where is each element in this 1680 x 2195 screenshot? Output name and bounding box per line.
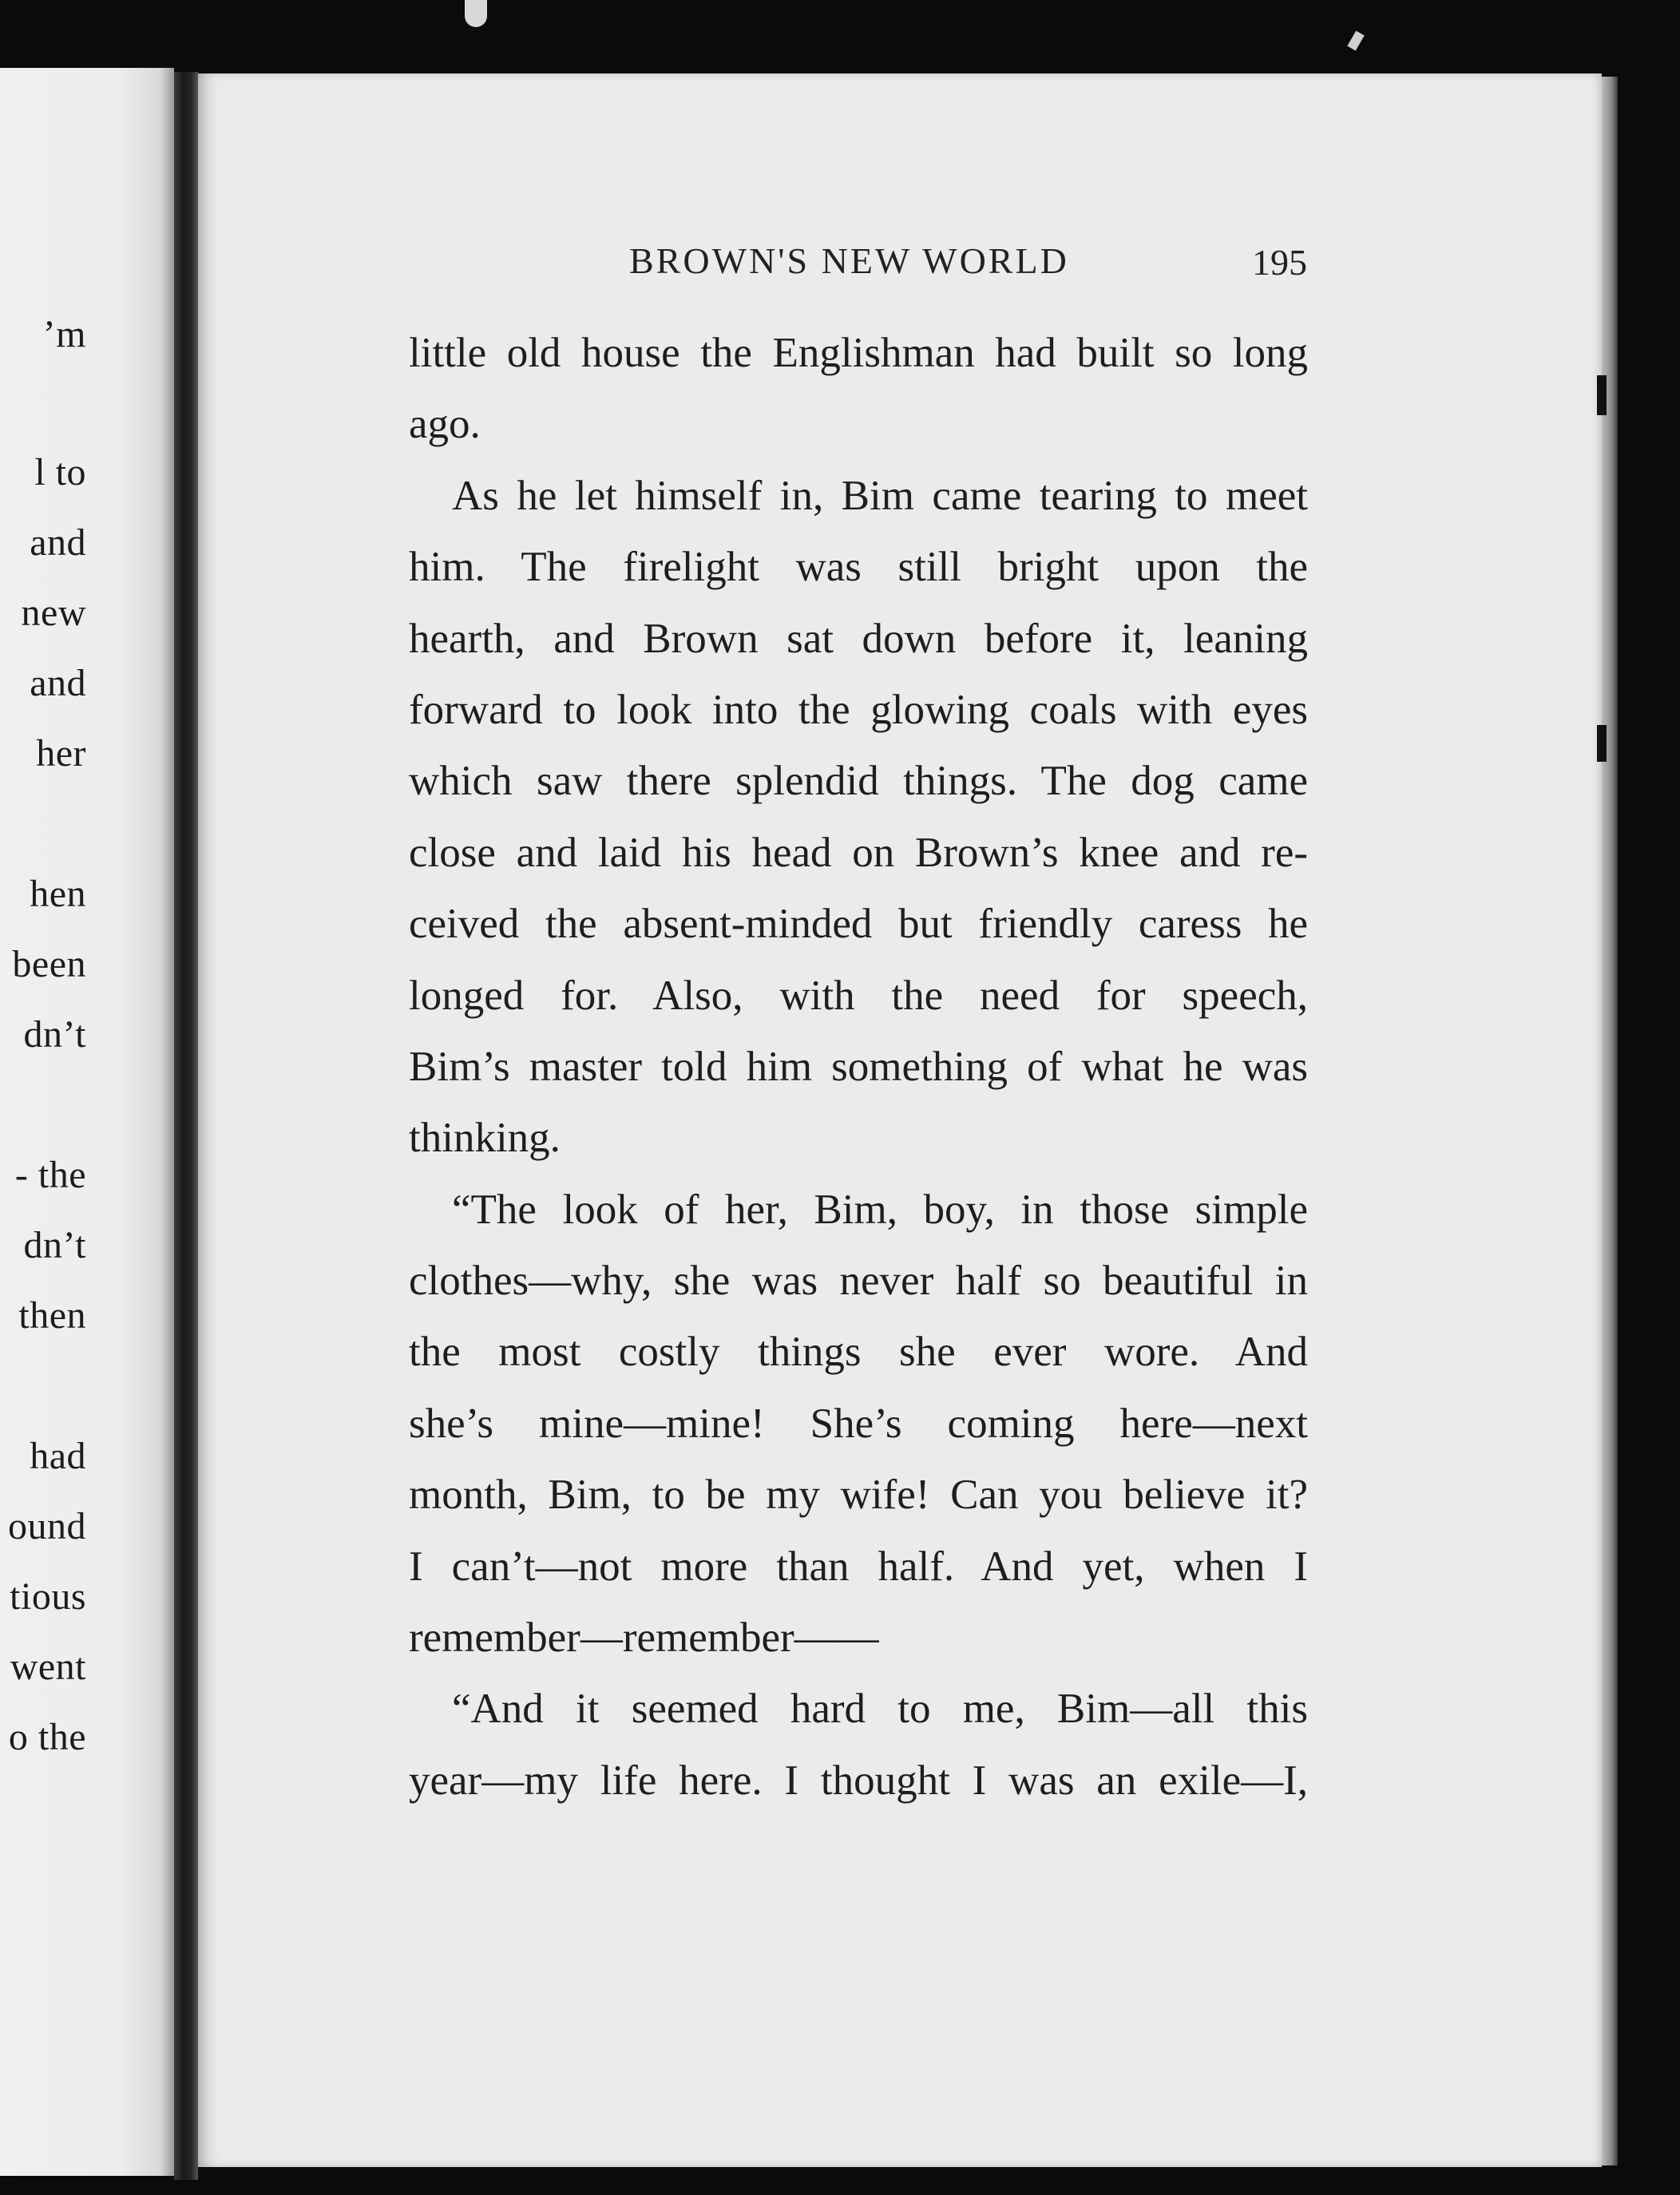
scan-mark [1597, 375, 1607, 415]
book-gutter [174, 72, 198, 2180]
text-line: Bim’s master told him something of what he was [409, 1043, 1308, 1090]
page-number: 195 [1252, 242, 1307, 283]
left-page-fragment: l to [34, 451, 86, 493]
left-page-fragment: new [21, 592, 86, 634]
left-page-fragment: dn’t [23, 1013, 86, 1056]
left-page-fragment: and [30, 521, 86, 564]
left-page-fragment: dn’t [23, 1224, 86, 1266]
text-line: ago. [409, 401, 481, 448]
left-page-fragment: her [36, 732, 86, 775]
text-line: longed for. Also, with the need for speech, [409, 972, 1308, 1019]
left-page-fragment: went [10, 1646, 86, 1688]
left-page-fragment: ound [8, 1505, 86, 1547]
text-line: I can’t—not more than half. And yet, when I [409, 1543, 1308, 1590]
left-page-fragment: then [18, 1294, 86, 1337]
scan-mark [465, 0, 487, 27]
left-page-fragment: o the [8, 1716, 86, 1758]
text-line: close and laid his head on Brown’s knee and re- [409, 829, 1308, 876]
left-page-fragment: had [30, 1435, 86, 1477]
text-line: which saw there splendid things. The dog came [409, 758, 1308, 805]
scan-mark [1347, 30, 1364, 50]
left-page-fragment: ’m [42, 313, 86, 355]
left-page-fragment: been [12, 943, 86, 985]
left-page-fragment: hen [30, 873, 86, 915]
running-head: BROWN'S NEW WORLD [629, 240, 1069, 281]
text-line: As he let himself in, Bim came tearing to meet [452, 472, 1308, 519]
left-page-fragment: - the [14, 1154, 86, 1196]
text-line: remember—remember—— [409, 1615, 879, 1662]
facing-page-left [0, 68, 174, 2176]
text-line: ceived the absent-minded but friendly caress he [409, 901, 1308, 948]
text-line: hearth, and Brown sat down before it, leaning [409, 615, 1308, 662]
scan-mark [1597, 725, 1607, 762]
text-line: him. The firelight was still bright upon the [409, 544, 1308, 591]
body-text [409, 318, 1308, 1817]
text-line: clothes—why, she was never half so beautiful in [409, 1258, 1308, 1305]
text-line: month, Bim, to be my wife! Can you believe it? [409, 1472, 1308, 1519]
text-line: “And it seemed hard to me, Bim—all this [452, 1686, 1308, 1733]
text-line: year—my life here. I thought I was an exile—I, [409, 1757, 1308, 1804]
text-line: little old house the Englishman had built so long [409, 330, 1308, 376]
text-line: the most costly things she ever wore. And [409, 1329, 1308, 1376]
left-page-fragment: tious [10, 1575, 86, 1618]
text-line: “The look of her, Bim, boy, in those simple [452, 1186, 1308, 1233]
text-line: she’s mine—mine! She’s coming here—next [409, 1400, 1308, 1447]
text-line: forward to look into the glowing coals with eyes [409, 686, 1308, 733]
text-line: thinking. [409, 1115, 561, 1162]
left-page-fragment: and [30, 662, 86, 704]
